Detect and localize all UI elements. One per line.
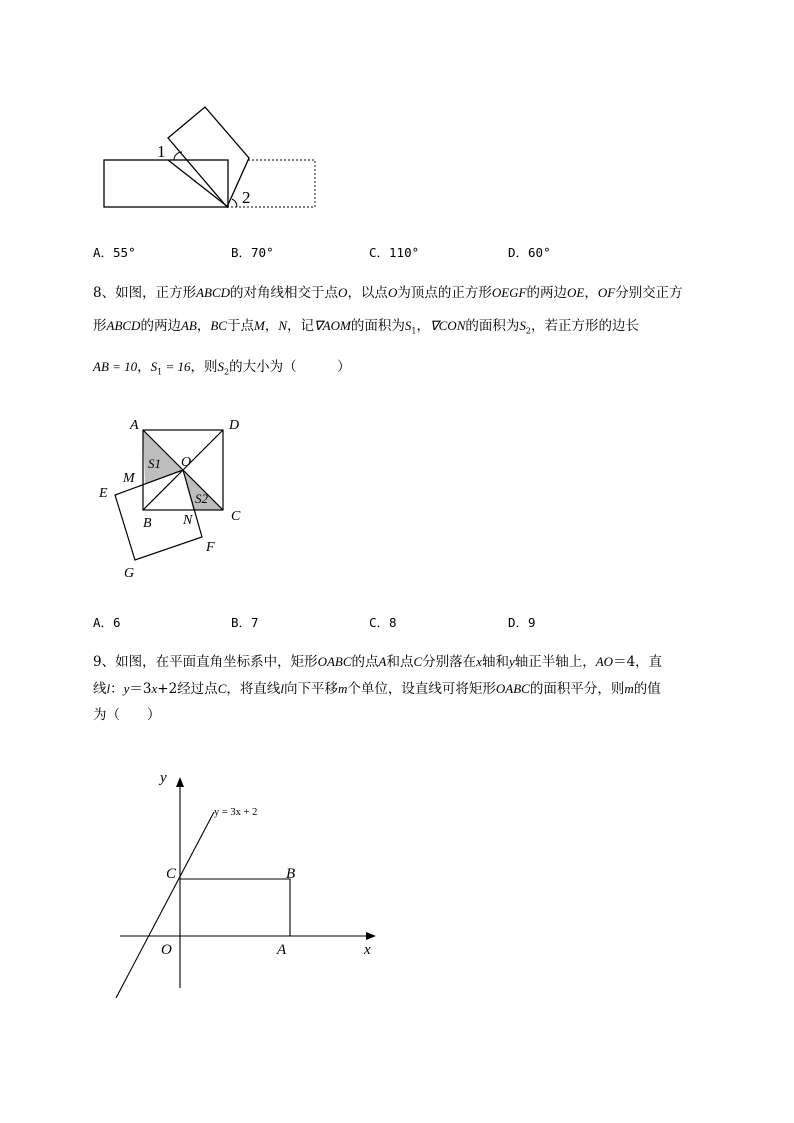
label-d: D (229, 418, 240, 433)
label-o: O (161, 942, 172, 958)
rectangle-oabc (180, 879, 290, 936)
q7-option-a[interactable]: A．55° (93, 245, 136, 260)
label-m: M (123, 471, 135, 486)
label-c: C (166, 866, 177, 882)
q9-line-3: 为（ ） (93, 707, 161, 723)
q9-line-1: 9、如图，在平面直角坐标系中，矩形OABC的点A和点C分别落在x轴和y轴正半轴上，AO＝4，直 (93, 654, 663, 670)
label-s2: S2 (195, 491, 208, 506)
q8-option-c[interactable]: C．8 (369, 615, 397, 630)
label-line-equation: y = 3x + 2 (214, 807, 258, 818)
label-s1: S1 (148, 456, 161, 471)
label-a: A (277, 942, 287, 958)
x-axis-arrow (366, 932, 376, 940)
label-y-axis: y (160, 770, 167, 786)
label-b: B (286, 866, 296, 882)
label-e: E (99, 486, 108, 501)
label-o: O (181, 455, 192, 470)
label-f: F (206, 540, 215, 555)
label-c: C (231, 509, 241, 524)
q8-line-3: AB = 10，$S_1 = 16$，则$S_2$的大小为（ ） (93, 359, 351, 377)
q7-figure (95, 100, 325, 215)
q7-option-b[interactable]: B．70° (231, 245, 274, 260)
angle-label-2: 2 (242, 188, 251, 207)
q8-option-a[interactable]: A．6 (93, 615, 121, 630)
q8-option-b[interactable]: B．7 (231, 615, 259, 630)
angle-label-1: 1 (157, 142, 166, 161)
q7-option-d[interactable]: D．60° (508, 245, 551, 260)
q8-option-d[interactable]: D．9 (508, 615, 536, 630)
q7-option-c[interactable]: C．110° (369, 245, 420, 260)
q8-figure (95, 410, 260, 585)
fold-line (168, 160, 228, 207)
q9-line-2: 线l：y＝3x+2经过点C，将直线l向下平移m个单位，设直线可将矩形OABC的面积平分，则m的值 (93, 681, 661, 697)
rectangle-left-part (104, 160, 228, 207)
q8-line-1: 8、如图，正方形ABCD的对角线相交于点O，以点O为顶点的正方形OEGF的两边OE，OF分别交正方 (93, 285, 683, 301)
q8-line-2: 形ABCD的两边AB，BC于点M，N，记∇AOM的面积为$S_1$，∇CON的面积为$S_2$，若正方形的边长 (93, 318, 639, 336)
label-x-axis: x (364, 942, 371, 958)
angle-2-arc (232, 199, 237, 207)
label-g: G (124, 566, 135, 581)
label-n: N (183, 513, 193, 528)
label-b: B (143, 516, 152, 531)
line-l (116, 812, 214, 998)
y-axis-arrow (176, 777, 184, 787)
label-a: A (130, 418, 139, 433)
q9-figure (110, 760, 390, 1005)
